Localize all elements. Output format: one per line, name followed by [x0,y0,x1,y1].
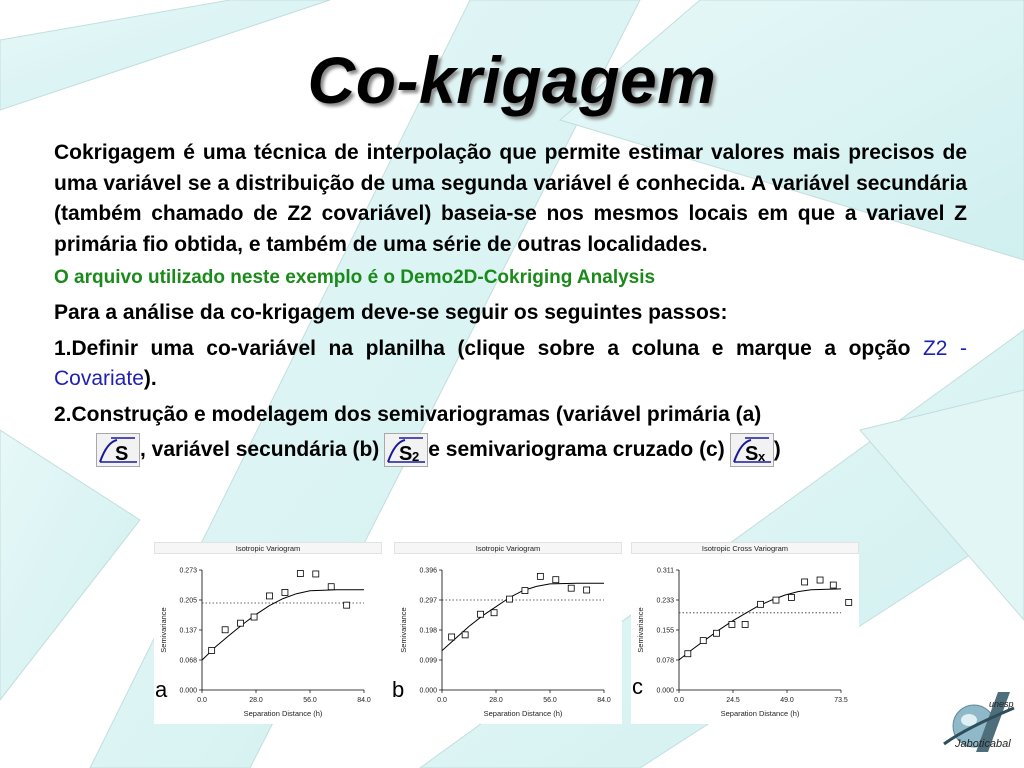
data-point [478,611,484,617]
y-tick-label: 0.233 [656,597,674,605]
data-point [222,627,228,633]
data-point [713,630,719,636]
data-point [729,621,735,627]
x-tick-label: 84.0 [357,697,371,704]
data-point [846,599,852,605]
step-1-text: 1.Definir uma co-variável na planilha (clique sobre a coluna e marque a opção [54,336,923,360]
data-point [449,634,455,640]
x-tick-label: 28.0 [489,697,503,704]
y-tick-label: 0.273 [179,567,197,575]
data-point [328,584,334,590]
data-point [773,597,779,603]
y-tick-label: 0.198 [419,627,437,635]
covariate-option: Z2 - Covariate [54,336,967,390]
data-point [238,620,244,626]
chart-title: Isotropic Cross Variogram [701,544,789,553]
steps-intro: Para a análise da co-krigagem deve-se seguir os seguintes passos: [54,301,728,324]
y-tick-label: 0.311 [657,567,674,575]
data-point [553,577,559,583]
svg-text:S: S [115,443,129,465]
svg-text:2: 2 [412,449,420,464]
y-tick-label: 0.000 [179,687,197,695]
y-tick-label: 0.155 [656,627,674,635]
x-tick-label: 24.5 [726,697,740,704]
x-axis-label: Separation Distance (h) [720,709,800,718]
svg-text:S: S [399,443,413,465]
x-tick-label: 73.5 [834,697,848,704]
data-point [685,651,691,657]
data-point [462,632,468,638]
y-tick-label: 0.099 [419,657,437,665]
logo-text-bottom: Jaboticabal [955,738,1011,750]
x-axis-label: Separation Distance (h) [243,709,323,718]
x-tick-label: 49.0 [780,697,794,704]
data-point [267,593,273,599]
step-2-secondary-text: , variável secundária (b) [140,437,380,461]
y-tick-label: 0.205 [179,597,197,605]
y-tick-label: 0.137 [179,627,197,635]
y-tick-label: 0.000 [419,687,437,695]
page-title: Co-krigagem [307,43,717,117]
step-2: 2.Construção e modelagem dos semivariogramas (variável primária (a) [54,402,762,426]
x-tick-label: 56.0 [303,697,317,704]
data-point [537,573,543,579]
x-tick-label: 0.0 [437,697,447,704]
data-point [282,589,288,595]
variogram-chart-a [154,542,382,724]
x-tick-label: 28.0 [249,697,263,704]
panel-label-b: b [392,677,405,702]
chart-title: Isotropic Variogram [235,544,301,553]
panel-label-a: a [155,677,168,702]
variogram-chart-c [631,542,859,724]
x-tick-label: 56.0 [543,697,557,704]
y-axis-label: Semivariance [159,607,168,653]
step-2-end: ) [773,437,781,461]
data-point [758,601,764,607]
step-2-cross-text: e semivariograma cruzado (c) [428,437,725,461]
semivariogram-s2-icon[interactable] [384,433,428,467]
variogram-plot [154,542,382,724]
x-tick-label: 84.0 [597,697,611,704]
step-1 [54,334,967,395]
chart-title: Isotropic Variogram [475,544,541,553]
data-point [522,588,528,594]
y-axis-label: Semivariance [636,607,645,653]
y-tick-label: 0.078 [656,657,674,665]
variogram-plot [631,542,859,724]
data-point [344,602,350,608]
data-point [788,594,794,600]
x-axis-label: Separation Distance (h) [483,709,563,718]
semivariogram-s-icon[interactable] [96,433,140,467]
slide-content [54,138,967,470]
y-tick-label: 0.297 [419,597,437,605]
data-point [568,585,574,591]
y-axis-label: Semivariance [399,607,408,653]
step-2-icons-line [54,430,967,470]
panel-label-c: c [632,674,643,699]
y-tick-label: 0.000 [656,687,674,695]
data-point [251,614,257,620]
file-note: O arquivo utilizado neste exemplo é o Demo2D-Cokriging Analysis [54,267,656,288]
variogram-plot [394,542,622,724]
data-point [209,647,215,653]
data-point [491,610,497,616]
svg-text:S: S [744,443,759,465]
data-point [742,621,748,627]
cross-semivariogram-sx-icon[interactable] [730,433,774,467]
data-point [507,596,513,602]
data-point [700,638,706,644]
step-1-end: ). [143,367,157,390]
logo-text-top: unesp [989,699,1014,709]
data-point [830,582,836,588]
data-point [802,579,808,585]
data-point [313,571,319,577]
svg-text:x: x [757,449,765,464]
x-tick-label: 0.0 [674,697,684,704]
variogram-chart-b [394,542,622,724]
y-tick-label: 0.068 [179,657,197,665]
intro-paragraph: Cokrigagem é uma técnica de interpolação que permite estimar valores mais precisos de uma variável se a distribuição de uma segunda variável é conhecida. A variável secundária (também chamado de Z2 covariável) baseia-se nos mesmos locais em que a variavel Z primária fio obtida, e também de uma série de outras localidades. [54,141,967,256]
y-tick-label: 0.396 [419,567,437,575]
data-point [817,577,823,583]
data-point [297,571,303,577]
data-point [584,587,590,593]
x-tick-label: 0.0 [197,697,207,704]
